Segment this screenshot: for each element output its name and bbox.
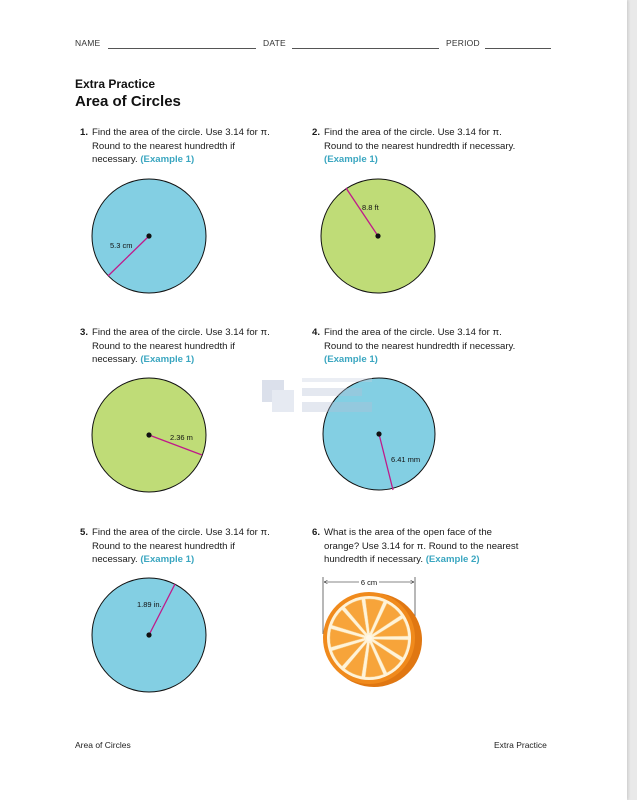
problem-5 [80, 526, 317, 567]
problem-number: 3. [80, 327, 89, 338]
problem-text-line: hundredth if necessary. [324, 554, 424, 566]
radius-label: 8.8 ft [362, 203, 379, 212]
problem-text-line: Find the area of the circle. Use 3.14 for π. [324, 327, 502, 338]
name-blank[interactable] [108, 48, 256, 49]
problem-text-line: What is the area of the open face of the [324, 527, 492, 538]
problem-text-line: necessary. [92, 354, 138, 366]
page-title: Area of Circles [75, 93, 181, 110]
footer-left: Area of Circles [75, 740, 131, 750]
problem-text-line: Round to the nearest hundredth if necessary. [324, 140, 516, 152]
example-link[interactable]: (Example 1) [324, 154, 378, 166]
center-point [376, 431, 381, 436]
example-link[interactable]: (Example 1) [140, 154, 195, 166]
problem-text-line: Round to the nearest hundredth if [92, 540, 235, 552]
problem-text-line: Round to the nearest hundredth if necessary. [324, 340, 516, 352]
problem-text-line: Find the area of the circle. Use 3.14 for π. [92, 127, 270, 138]
problem-1 [80, 126, 317, 167]
center-point [146, 632, 151, 637]
problem-text-line: Find the area of the circle. Use 3.14 for π. [92, 327, 270, 338]
problem-number: 4. [312, 327, 321, 338]
example-link[interactable]: (Example 1) [140, 354, 195, 366]
radius-label: 2.36 m [170, 433, 193, 442]
problem-4 [312, 326, 554, 367]
center-point [375, 233, 380, 238]
problem-text-line: orange? Use 3.14 for π. Round to the nearest [324, 540, 519, 552]
example-link[interactable]: (Example 1) [140, 554, 195, 566]
orange-figure [318, 574, 428, 692]
problem-text-line: Find the area of the circle. Use 3.14 for π. [324, 127, 502, 138]
section-eyebrow: Extra Practice [75, 77, 156, 91]
radius-label: 5.3 cm [110, 241, 133, 250]
problem-number: 1. [80, 127, 89, 138]
watermark-logo [262, 372, 382, 432]
diameter-label: 6 cm [360, 578, 378, 587]
orange-core [366, 635, 372, 641]
circle-figure-3 [89, 378, 209, 498]
center-point [146, 432, 151, 437]
name-label: NAME [75, 38, 101, 48]
center-point [146, 233, 151, 238]
problem-text-line: necessary. [92, 554, 138, 566]
radius-label: 6.41 mm [391, 455, 421, 464]
problem-text-line: Round to the nearest hundredth if [92, 140, 235, 152]
radius-label: 1.89 in. [137, 600, 162, 609]
period-label: PERIOD [446, 38, 480, 48]
problem-text-line: Find the area of the circle. Use 3.14 for π. [92, 527, 270, 538]
example-link[interactable]: (Example 1) [324, 354, 378, 366]
problem-number: 5. [80, 527, 89, 538]
problem-3 [80, 326, 317, 367]
date-blank[interactable] [292, 48, 439, 49]
footer-right: Extra Practice [494, 740, 547, 750]
circle-figure-5 [89, 578, 209, 698]
problem-number: 6. [312, 527, 321, 538]
date-label: DATE [263, 38, 286, 48]
problem-number: 2. [312, 127, 321, 138]
problem-2 [312, 126, 554, 167]
example-link[interactable]: (Example 2) [425, 554, 480, 566]
circle-figure-1 [89, 179, 209, 299]
problem-text-line: necessary. [92, 154, 138, 166]
problem-text-line: Round to the nearest hundredth if [92, 340, 235, 352]
period-blank[interactable] [485, 48, 551, 49]
problem-6 [312, 526, 554, 567]
circle-figure-2 [320, 180, 440, 300]
